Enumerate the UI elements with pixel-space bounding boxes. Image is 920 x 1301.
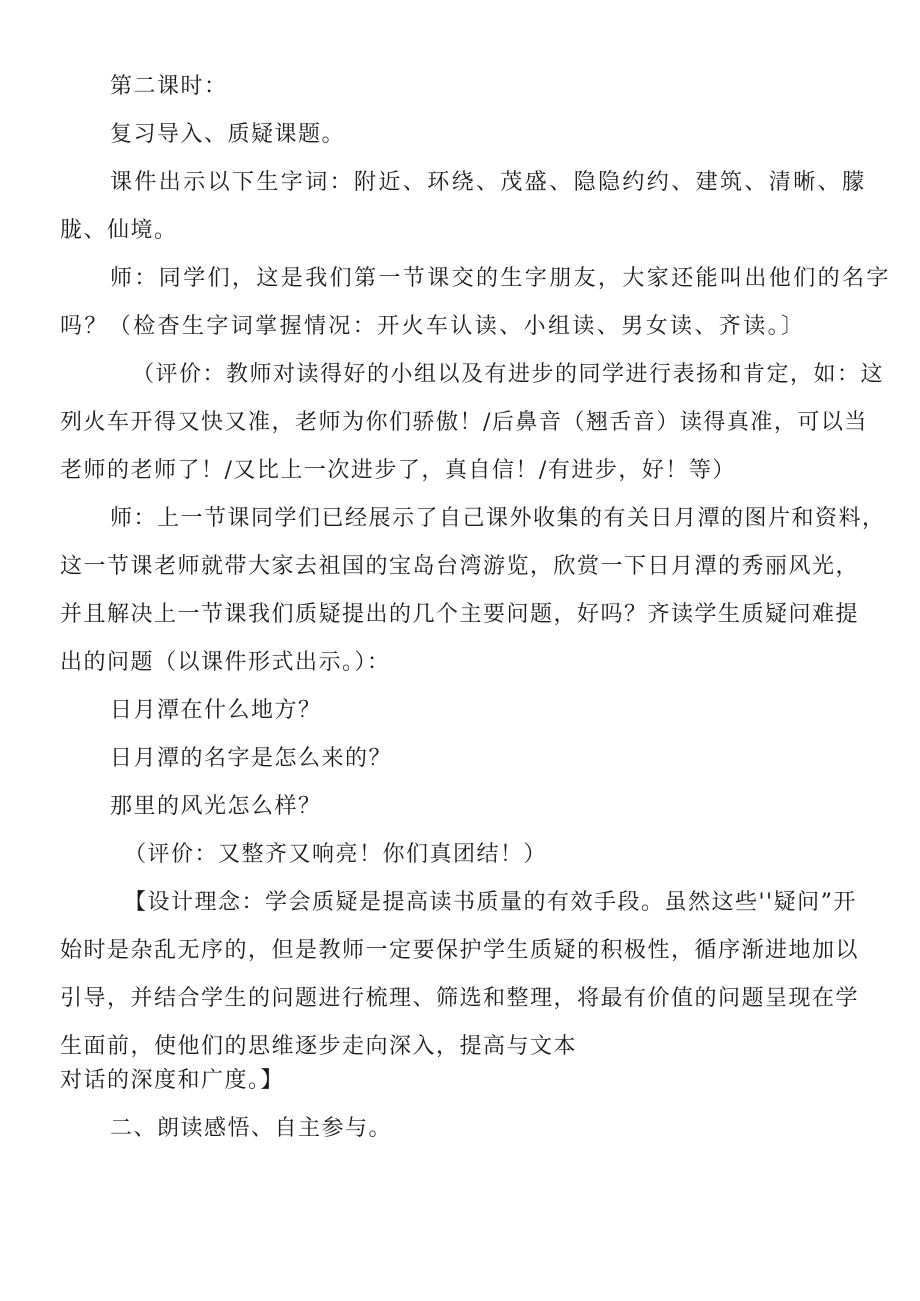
paragraph-line: 出的问题（以课件形式出示。）： <box>60 650 391 675</box>
design-note-line: 【设计理念：学会质疑是提高读书质量的有效手段。虽然这些''疑问”开 <box>124 890 857 915</box>
design-note-line: 对话的深度和广度。】 <box>60 1068 285 1093</box>
question-item: 那里的风光怎么样？ <box>110 794 322 819</box>
paragraph-line: 课件出示以下生字词：附近、环绕、茂盛、隐隐约约、建筑、清晰、朦 <box>110 170 867 195</box>
question-item: 日月潭在什么地方？ <box>110 698 322 723</box>
design-note-line: 引导，并结合学生的问题进行梳理、筛选和整理，将最有价值的问题呈现在学 <box>60 986 860 1011</box>
paragraph-line: 列火车开得又快又准，老师为你们骄傲！/后鼻音（翘舌音）读得真准，可以当 <box>60 410 868 435</box>
evaluation-note: （评价：又整齐又响亮！你们真团结！） <box>124 842 548 867</box>
section-title: 二、朗读感悟、自主参与。 <box>110 1116 393 1141</box>
paragraph-line: 胧、仙境。 <box>60 218 178 243</box>
design-note-line: 始时是杂乱无序的，但是教师一定要保护学生质疑的积极性，循序渐进地加以 <box>60 938 860 963</box>
paragraph-line: 师：上一节课同学们已经展示了自己课外收集的有关日月潭的图片和资料， <box>110 506 886 531</box>
section-title: 复习导入、质疑课题。 <box>110 122 346 147</box>
question-item: 日月潭的名字是怎么来的？ <box>110 746 393 771</box>
lesson-heading: 第二课时： <box>110 74 228 99</box>
paragraph-line: 师：同学们，这是我们第一节课交的生字朋友，大家还能叫出他们的名字 <box>110 266 891 291</box>
paragraph-line: 老师的老师了！/又比上一次进步了，真自信！/有进步，好！等） <box>60 458 736 483</box>
design-note-line: 生面前，使他们的思维逐步走向深入，提高与文本 <box>60 1034 578 1059</box>
paragraph-line: （评价：教师对读得好的小组以及有进步的同学进行表扬和肯定，如：这 <box>132 362 885 387</box>
paragraph-line: 这一节课老师就带大家去祖国的宝岛台湾游览，欣赏一下日月潭的秀丽风光， <box>60 554 860 579</box>
paragraph-line: 吗？（检杳生字词掌握情况：开火车认读、小组读、男女读、齐读。〕 <box>60 314 806 339</box>
paragraph-line: 并且解决上一节课我们质疑提出的几个主要问题，好吗？齐读学生质疑问难提 <box>60 602 860 627</box>
